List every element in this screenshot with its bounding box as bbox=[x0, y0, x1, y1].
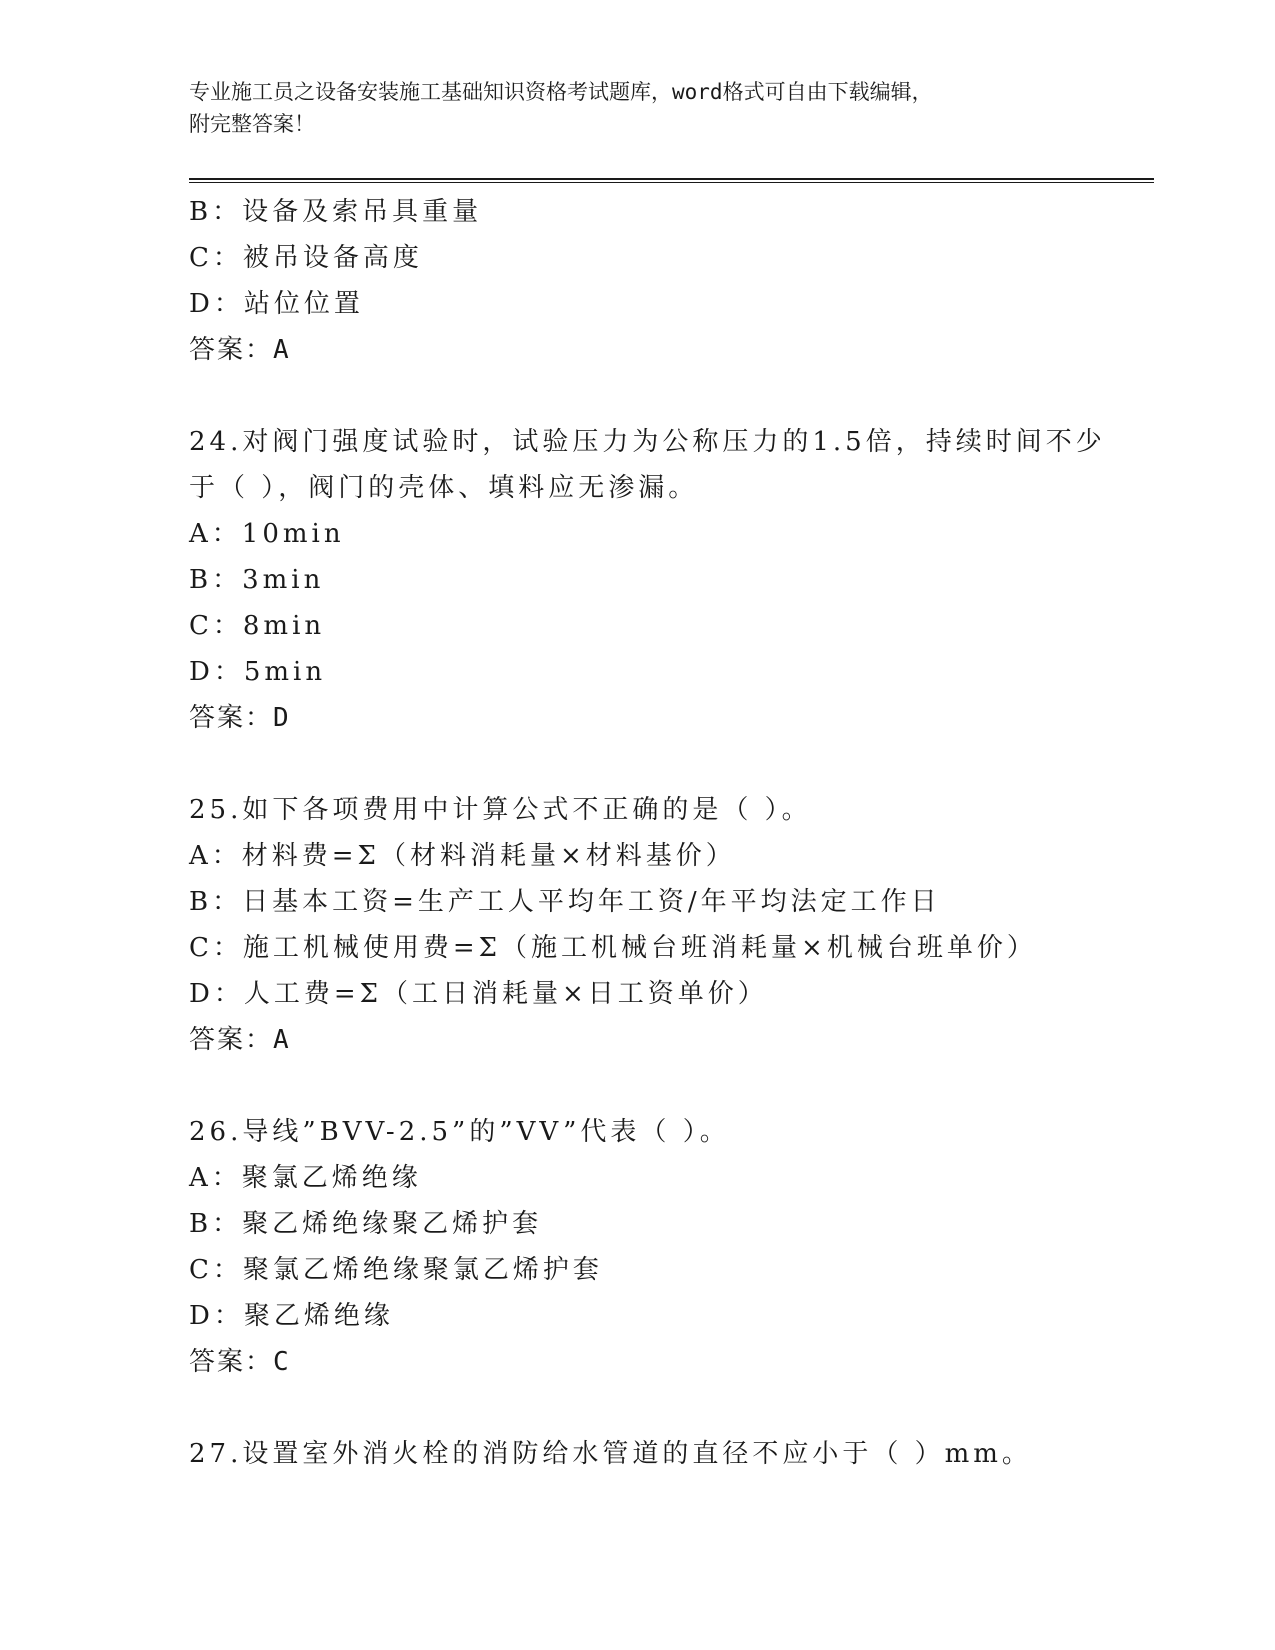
option-c: C：聚氯乙烯绝缘聚氯乙烯护套 bbox=[189, 1255, 603, 1285]
option-d: D：5min bbox=[189, 657, 327, 687]
header-rule-thick bbox=[189, 178, 1154, 180]
answer-line: 答案：C bbox=[189, 1347, 291, 1377]
question-text-line-2: 于（ ），阀门的壳体、填料应无渗漏。 bbox=[189, 473, 699, 503]
option-b: B：日基本工资=生产工人平均年工资/年平均法定工作日 bbox=[189, 887, 941, 917]
question-list bbox=[189, 189, 1119, 1477]
spacer bbox=[189, 1385, 1119, 1431]
document-header bbox=[189, 76, 1079, 140]
question-text-line-1: 24.对阀门强度试验时，试验压力为公称压力的1.5倍，持续时间不少 bbox=[189, 427, 1106, 457]
option-c: C：8min bbox=[189, 611, 326, 641]
spacer bbox=[189, 1063, 1119, 1109]
spacer bbox=[189, 741, 1119, 787]
option-b: B：3min bbox=[189, 565, 325, 595]
question-23 bbox=[189, 189, 1119, 373]
question-text: 27.设置室外消火栓的消防给水管道的直径不应小于（ ）mm。 bbox=[189, 1439, 1032, 1469]
option-a: A：10min bbox=[189, 519, 345, 549]
question-24 bbox=[189, 419, 1119, 741]
option-b: B：设备及索吊具重量 bbox=[189, 197, 483, 227]
answer-line: 答案：A bbox=[189, 1025, 291, 1055]
header-rule-thin bbox=[189, 182, 1154, 183]
option-d: D：站位位置 bbox=[189, 289, 364, 319]
option-a: A：聚氯乙烯绝缘 bbox=[189, 1163, 422, 1193]
answer-line: 答案：A bbox=[189, 335, 291, 365]
header-line-1: 专业施工员之设备安装施工基础知识资格考试题库，word格式可自由下载编辑， bbox=[189, 80, 933, 104]
option-a: A：材料费=Σ（材料消耗量×材料基价） bbox=[189, 841, 736, 871]
option-c: C：施工机械使用费=Σ（施工机械台班消耗量×机械台班单价） bbox=[189, 933, 1037, 963]
option-d: D：聚乙烯绝缘 bbox=[189, 1301, 394, 1331]
question-text: 26.导线”BVV-2.5”的”VV”代表（ ）。 bbox=[189, 1117, 730, 1147]
question-25 bbox=[189, 787, 1119, 1063]
answer-line: 答案：D bbox=[189, 703, 291, 733]
header-line-2: 附完整答案！ bbox=[189, 112, 315, 136]
option-d: D：人工费=Σ（工日消耗量×日工资单价） bbox=[189, 979, 768, 1009]
question-27 bbox=[189, 1431, 1119, 1477]
question-text: 25.如下各项费用中计算公式不正确的是（ ）。 bbox=[189, 795, 812, 825]
option-b: B：聚乙烯绝缘聚乙烯护套 bbox=[189, 1209, 543, 1239]
question-26 bbox=[189, 1109, 1119, 1385]
spacer bbox=[189, 373, 1119, 419]
option-c: C：被吊设备高度 bbox=[189, 243, 423, 273]
